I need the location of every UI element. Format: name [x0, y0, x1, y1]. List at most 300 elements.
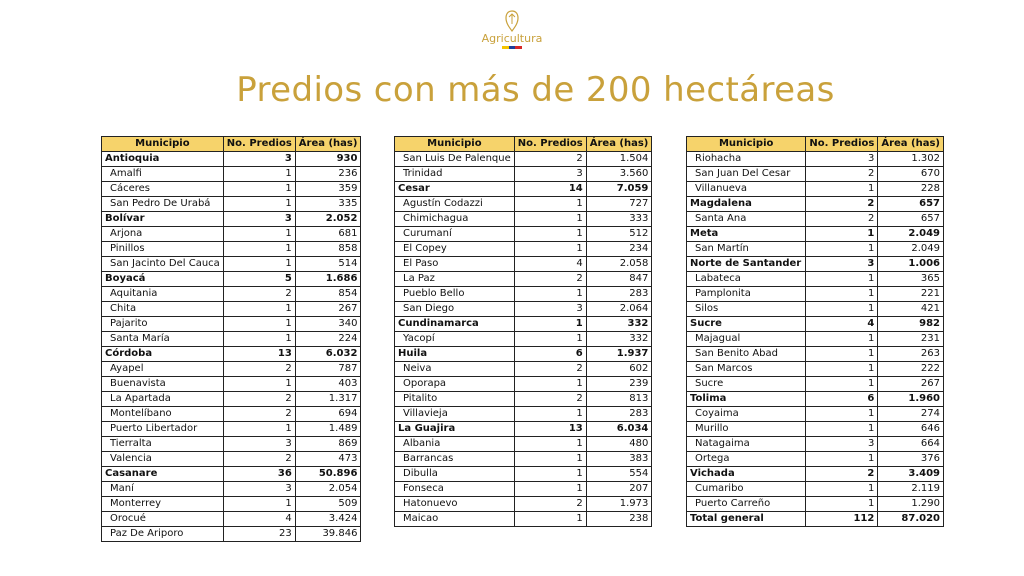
logo-text: Agricultura: [481, 32, 543, 45]
cell-area: 1.686: [295, 272, 361, 287]
cell-municipio: Fonseca: [395, 482, 515, 497]
table-row: [102, 287, 361, 302]
cell-municipio: Murillo: [687, 422, 806, 437]
table-row: [687, 182, 944, 197]
table-row: [687, 377, 944, 392]
cell-predios: 1: [514, 332, 586, 347]
cell-municipio: Albania: [395, 437, 515, 452]
table-row: [395, 497, 652, 512]
cell-predios: 1: [223, 497, 295, 512]
cell-predios: 1: [806, 227, 878, 242]
cell-area: 236: [295, 167, 361, 182]
agricultura-logo: [472, 10, 552, 54]
table-row: [687, 407, 944, 422]
cell-predios: 13: [514, 422, 586, 437]
table-row: [102, 497, 361, 512]
cell-municipio: Silos: [687, 302, 806, 317]
cell-area: 787: [295, 362, 361, 377]
table-row: [102, 257, 361, 272]
cell-area: 681: [295, 227, 361, 242]
table-row: [395, 227, 652, 242]
cell-area: 2.119: [878, 482, 944, 497]
cell-area: 869: [295, 437, 361, 452]
cell-municipio: La Guajira: [395, 422, 515, 437]
cell-area: 234: [586, 242, 652, 257]
cell-municipio: Pamplonita: [687, 287, 806, 302]
cell-municipio: Sucre: [687, 377, 806, 392]
cell-municipio: La Paz: [395, 272, 515, 287]
cell-area: 473: [295, 452, 361, 467]
table-row: [395, 512, 652, 527]
cell-municipio: Amalfi: [102, 167, 224, 182]
cell-municipio: San Juan Del Cesar: [687, 167, 806, 182]
table-row: [395, 482, 652, 497]
cell-predios: 2: [514, 272, 586, 287]
cell-municipio: Oporapa: [395, 377, 515, 392]
cell-predios: 23: [223, 527, 295, 542]
cell-predios: 3: [514, 167, 586, 182]
header-municipio: Municipio: [687, 137, 806, 152]
cell-municipio: Valencia: [102, 452, 224, 467]
cell-predios: 1: [514, 482, 586, 497]
cell-predios: 1: [223, 332, 295, 347]
cell-area: 813: [586, 392, 652, 407]
cell-area: 376: [878, 452, 944, 467]
cell-area: 207: [586, 482, 652, 497]
cell-municipio: Pueblo Bello: [395, 287, 515, 302]
cell-predios: 1: [514, 317, 586, 332]
header-municipio: Municipio: [395, 137, 515, 152]
table-row: [395, 257, 652, 272]
cell-area: 6.032: [295, 347, 361, 362]
table-row: [687, 482, 944, 497]
cell-predios: 1: [806, 497, 878, 512]
table-2: [394, 136, 652, 527]
table-row: [687, 362, 944, 377]
table-row: [102, 407, 361, 422]
cell-area: 554: [586, 467, 652, 482]
table-row: [395, 302, 652, 317]
cell-municipio: Tierralta: [102, 437, 224, 452]
table-row-department: [395, 317, 652, 332]
table-1: [101, 136, 361, 542]
cell-predios: 1: [806, 182, 878, 197]
table-row: [102, 197, 361, 212]
cell-area: 222: [878, 362, 944, 377]
cell-area: 2.064: [586, 302, 652, 317]
cell-municipio: San Marcos: [687, 362, 806, 377]
cell-area: 480: [586, 437, 652, 452]
header-predios: No. Predios: [223, 137, 295, 152]
cell-area: 982: [878, 317, 944, 332]
cell-municipio: Trinidad: [395, 167, 515, 182]
cell-area: 509: [295, 497, 361, 512]
cell-area: 224: [295, 332, 361, 347]
cell-predios: 1: [223, 317, 295, 332]
crest-icon: [502, 10, 522, 32]
cell-municipio: Hatonuevo: [395, 497, 515, 512]
cell-predios: 1: [223, 197, 295, 212]
cell-municipio: Orocué: [102, 512, 224, 527]
cell-predios: 2: [514, 497, 586, 512]
table-row-department: [395, 422, 652, 437]
cell-predios: 1: [514, 512, 586, 527]
cell-municipio: Norte de Santander: [687, 257, 806, 272]
cell-predios: 2: [223, 362, 295, 377]
page-title: Predios con más de 200 hectáreas: [236, 70, 835, 110]
cell-municipio: Huila: [395, 347, 515, 362]
cell-municipio: Vichada: [687, 467, 806, 482]
cell-predios: 6: [806, 392, 878, 407]
cell-predios: 3: [223, 437, 295, 452]
cell-municipio: La Apartada: [102, 392, 224, 407]
cell-area: 87.020: [878, 512, 944, 527]
cell-area: 694: [295, 407, 361, 422]
cell-area: 1.937: [586, 347, 652, 362]
cell-municipio: San Benito Abad: [687, 347, 806, 362]
cell-area: 1.290: [878, 497, 944, 512]
table-row: [687, 437, 944, 452]
table-row: [395, 362, 652, 377]
cell-predios: 1: [223, 422, 295, 437]
cell-municipio: El Paso: [395, 257, 515, 272]
cell-predios: 1: [514, 197, 586, 212]
cell-predios: 4: [514, 257, 586, 272]
cell-municipio: Pinillos: [102, 242, 224, 257]
cell-area: 1.504: [586, 152, 652, 167]
cell-municipio: Santa Ana: [687, 212, 806, 227]
cell-municipio: Cesar: [395, 182, 515, 197]
cell-predios: 1: [514, 452, 586, 467]
cell-municipio: Total general: [687, 512, 806, 527]
cell-area: 3.409: [878, 467, 944, 482]
cell-municipio: Buenavista: [102, 377, 224, 392]
table-row-department: [102, 212, 361, 227]
cell-municipio: Monterrey: [102, 497, 224, 512]
table-row: [102, 437, 361, 452]
cell-predios: 1: [514, 437, 586, 452]
cell-municipio: Santa María: [102, 332, 224, 347]
cell-predios: 1: [223, 227, 295, 242]
cell-area: 1.317: [295, 392, 361, 407]
cell-municipio: Ayapel: [102, 362, 224, 377]
cell-municipio: Pajarito: [102, 317, 224, 332]
cell-municipio: Córdoba: [102, 347, 224, 362]
cell-predios: 3: [806, 257, 878, 272]
cell-municipio: Yacopí: [395, 332, 515, 347]
cell-predios: 3: [806, 152, 878, 167]
cell-area: 283: [586, 407, 652, 422]
cell-area: 3.424: [295, 512, 361, 527]
cell-area: 267: [295, 302, 361, 317]
cell-predios: 1: [223, 182, 295, 197]
cell-municipio: Pitalito: [395, 392, 515, 407]
table-row-department: [102, 467, 361, 482]
cell-area: 3.560: [586, 167, 652, 182]
table-row-department: [687, 317, 944, 332]
cell-predios: 1: [806, 362, 878, 377]
cell-predios: 3: [514, 302, 586, 317]
table-header-row: [395, 137, 652, 152]
cell-predios: 1: [514, 287, 586, 302]
table-row: [395, 197, 652, 212]
cell-municipio: San Martín: [687, 242, 806, 257]
table-row: [102, 392, 361, 407]
cell-area: 238: [586, 512, 652, 527]
table-row: [687, 332, 944, 347]
cell-municipio: Majagual: [687, 332, 806, 347]
cell-municipio: San Luis De Palenque: [395, 152, 515, 167]
table-row: [102, 302, 361, 317]
cell-municipio: San Pedro De Urabá: [102, 197, 224, 212]
cell-municipio: Labateca: [687, 272, 806, 287]
cell-area: 854: [295, 287, 361, 302]
cell-area: 657: [878, 197, 944, 212]
cell-municipio: Agustín Codazzi: [395, 197, 515, 212]
table-row: [395, 467, 652, 482]
header-predios: No. Predios: [514, 137, 586, 152]
cell-predios: 3: [223, 482, 295, 497]
table-row: [687, 347, 944, 362]
cell-municipio: Bolívar: [102, 212, 224, 227]
header-area: Área (has): [586, 137, 652, 152]
cell-area: 333: [586, 212, 652, 227]
cell-predios: 1: [806, 422, 878, 437]
cell-municipio: San Jacinto Del Cauca: [102, 257, 224, 272]
cell-predios: 2: [514, 362, 586, 377]
header-area: Área (has): [295, 137, 361, 152]
cell-predios: 1: [223, 257, 295, 272]
cell-area: 2.052: [295, 212, 361, 227]
cell-area: 221: [878, 287, 944, 302]
cell-area: 858: [295, 242, 361, 257]
table-row: [102, 362, 361, 377]
cell-predios: 1: [514, 227, 586, 242]
cell-municipio: Chimichagua: [395, 212, 515, 227]
table-row-department: [102, 152, 361, 167]
cell-predios: 1: [514, 242, 586, 257]
table-row: [687, 242, 944, 257]
table-row: [102, 332, 361, 347]
cell-area: 365: [878, 272, 944, 287]
cell-area: 359: [295, 182, 361, 197]
cell-predios: 1: [223, 302, 295, 317]
table-row: [102, 422, 361, 437]
cell-area: 335: [295, 197, 361, 212]
cell-predios: 1: [806, 242, 878, 257]
cell-predios: 1: [806, 377, 878, 392]
cell-predios: 1: [514, 377, 586, 392]
cell-area: 2.058: [586, 257, 652, 272]
table-row: [395, 242, 652, 257]
cell-area: 602: [586, 362, 652, 377]
cell-area: 2.049: [878, 227, 944, 242]
cell-predios: 36: [223, 467, 295, 482]
cell-area: 512: [586, 227, 652, 242]
cell-municipio: Sucre: [687, 317, 806, 332]
table-row: [687, 452, 944, 467]
cell-predios: 4: [223, 512, 295, 527]
cell-area: 847: [586, 272, 652, 287]
cell-predios: 112: [806, 512, 878, 527]
table-row: [102, 182, 361, 197]
cell-predios: 1: [806, 347, 878, 362]
cell-area: 1.006: [878, 257, 944, 272]
cell-predios: 1: [514, 407, 586, 422]
cell-predios: 1: [806, 287, 878, 302]
cell-area: 1.960: [878, 392, 944, 407]
table-row: [687, 212, 944, 227]
table-row: [102, 227, 361, 242]
table-row-department: [687, 257, 944, 272]
cell-predios: 5: [223, 272, 295, 287]
cell-predios: 2: [806, 197, 878, 212]
table-row: [395, 377, 652, 392]
cell-municipio: Cáceres: [102, 182, 224, 197]
table-row: [102, 527, 361, 542]
table-row: [102, 377, 361, 392]
cell-area: 231: [878, 332, 944, 347]
cell-predios: 1: [514, 212, 586, 227]
table-3: [686, 136, 944, 527]
cell-municipio: Puerto Carreño: [687, 497, 806, 512]
cell-predios: 6: [514, 347, 586, 362]
table-row-department: [102, 347, 361, 362]
cell-area: 2.049: [878, 242, 944, 257]
cell-municipio: El Copey: [395, 242, 515, 257]
table-row: [102, 242, 361, 257]
cell-area: 6.034: [586, 422, 652, 437]
cell-municipio: Meta: [687, 227, 806, 242]
cell-area: 670: [878, 167, 944, 182]
table-row: [687, 287, 944, 302]
cell-municipio: Casanare: [102, 467, 224, 482]
cell-municipio: Cumaribo: [687, 482, 806, 497]
cell-area: 646: [878, 422, 944, 437]
table-row: [395, 287, 652, 302]
table-row-department: [687, 197, 944, 212]
table-row: [687, 497, 944, 512]
cell-predios: 2: [514, 392, 586, 407]
cell-municipio: Chita: [102, 302, 224, 317]
cell-area: 383: [586, 452, 652, 467]
table-row: [102, 482, 361, 497]
cell-predios: 1: [806, 452, 878, 467]
cell-area: 930: [295, 152, 361, 167]
cell-municipio: Neiva: [395, 362, 515, 377]
header-municipio: Municipio: [102, 137, 224, 152]
cell-municipio: Barrancas: [395, 452, 515, 467]
cell-predios: 1: [806, 407, 878, 422]
cell-predios: 2: [806, 467, 878, 482]
table-row: [687, 422, 944, 437]
cell-area: 1.302: [878, 152, 944, 167]
cell-municipio: Arjona: [102, 227, 224, 242]
cell-area: 1.489: [295, 422, 361, 437]
cell-municipio: Aquitania: [102, 287, 224, 302]
table-header-row: [687, 137, 944, 152]
cell-area: 39.846: [295, 527, 361, 542]
cell-municipio: Coyaima: [687, 407, 806, 422]
cell-municipio: Tolima: [687, 392, 806, 407]
cell-predios: 1: [806, 482, 878, 497]
cell-municipio: Antioquia: [102, 152, 224, 167]
flag-stripe: [502, 46, 522, 49]
cell-area: 727: [586, 197, 652, 212]
table-row-department: [395, 182, 652, 197]
cell-predios: 1: [514, 467, 586, 482]
cell-area: 657: [878, 212, 944, 227]
table-row: [687, 152, 944, 167]
table-row-department: [102, 272, 361, 287]
table-row: [102, 512, 361, 527]
cell-area: 283: [586, 287, 652, 302]
cell-area: 421: [878, 302, 944, 317]
cell-area: 263: [878, 347, 944, 362]
table-row: [395, 152, 652, 167]
cell-predios: 2: [223, 287, 295, 302]
table-row-department: [395, 347, 652, 362]
cell-predios: 2: [223, 392, 295, 407]
table-row: [395, 212, 652, 227]
table-row: [395, 272, 652, 287]
cell-municipio: Riohacha: [687, 152, 806, 167]
cell-area: 332: [586, 317, 652, 332]
cell-predios: 2: [514, 152, 586, 167]
cell-area: 664: [878, 437, 944, 452]
cell-area: 267: [878, 377, 944, 392]
cell-predios: 1: [223, 377, 295, 392]
cell-area: 403: [295, 377, 361, 392]
cell-predios: 2: [806, 212, 878, 227]
cell-predios: 1: [223, 242, 295, 257]
cell-municipio: Curumaní: [395, 227, 515, 242]
cell-municipio: Dibulla: [395, 467, 515, 482]
table-row: [687, 302, 944, 317]
cell-predios: 14: [514, 182, 586, 197]
table-row: [102, 317, 361, 332]
cell-predios: 1: [806, 332, 878, 347]
table-row-department: [687, 512, 944, 527]
table-row: [102, 452, 361, 467]
cell-area: 274: [878, 407, 944, 422]
cell-municipio: Cundinamarca: [395, 317, 515, 332]
cell-predios: 1: [806, 272, 878, 287]
cell-predios: 3: [806, 437, 878, 452]
cell-predios: 2: [806, 167, 878, 182]
cell-municipio: Villanueva: [687, 182, 806, 197]
cell-predios: 3: [223, 152, 295, 167]
table-row: [102, 167, 361, 182]
cell-area: 50.896: [295, 467, 361, 482]
cell-municipio: Ortega: [687, 452, 806, 467]
table-row: [395, 407, 652, 422]
table-row: [687, 167, 944, 182]
cell-municipio: Maicao: [395, 512, 515, 527]
cell-predios: 13: [223, 347, 295, 362]
cell-municipio: Puerto Libertador: [102, 422, 224, 437]
cell-predios: 2: [223, 407, 295, 422]
cell-municipio: Magdalena: [687, 197, 806, 212]
cell-municipio: Boyacá: [102, 272, 224, 287]
cell-municipio: Villavieja: [395, 407, 515, 422]
table-row: [395, 332, 652, 347]
table-row: [395, 452, 652, 467]
cell-area: 514: [295, 257, 361, 272]
table-row: [395, 437, 652, 452]
cell-area: 1.973: [586, 497, 652, 512]
cell-municipio: Paz De Ariporo: [102, 527, 224, 542]
